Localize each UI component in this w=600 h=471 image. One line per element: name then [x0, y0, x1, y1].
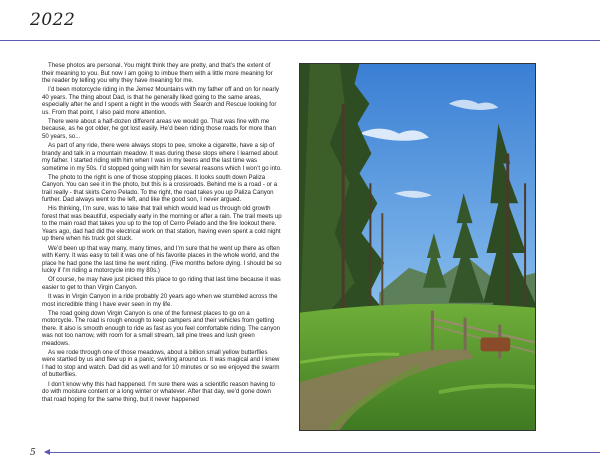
paragraph: As part of any ride, there were always stops to pee, smoke a cigarette, have a sip of brandy and talk in a mountain meadow. It was during these stops where I learned about my father. I started riding with him when I was in my teens and the last time was sometime in my 50s. I’d stopped going with him for several reasons which I won’t go into.	[42, 142, 282, 172]
paragraph: His thinking, I’m sure, was to take that trail which would lead us through old growth forest that was beautiful, especially early in the morning or after a rain. The trail meets up to the main road that takes you up to the top of Cerro Pelado and the fire lookout there. Years ago, dad had did the electrical work on that station, having even spent a cold night up there when his truck got stuck.	[42, 205, 282, 243]
article-body	[42, 62, 282, 405]
paragraph: I don’t know why this had happened. I’m sure there was a scientific reason having to do with moisture content or a long winter or whatever. After that day, we’d gone down that road hoping for the same thing, but it never happened	[42, 380, 275, 403]
page-number: 5	[30, 448, 36, 458]
paragraph: These photos are personal. You might think they are pretty, and that’s the extent of their meaning to you. But now I am going to imbue them with a little more meaning for the reader by telling you why they have meaning for me.	[42, 62, 273, 84]
paragraph: I’d been motorcycle riding in the Jemez Mountains with my father off and on for nearly 40 years. The thing about Dad, is that he generally liked going to the same areas, especially after he and I spent a night in the woods with Search and Rescue looking for us. From that point, I also paid more attention.	[42, 86, 279, 116]
paragraph: The photo to the right is one of those stopping places. It looks south down Paliza Canyon. You can see it in the photo, but this is a crossroads. Behind me is a road - or a trail really - that skirts Cerro Pelado. To the right, the road takes you up Paliza Canyon further. Dad always went to the left, and like the good son, I never argued.	[42, 173, 278, 204]
paragraph: There were about a half-dozen different areas we would go. That was fine with me because, as he got older, he got lost easily. He’d been riding those roads for more than 50 years, so...	[42, 117, 276, 140]
page-header-title: 2022	[30, 10, 76, 30]
forest-meadow-photo	[299, 63, 536, 431]
forest-scene-illustration	[300, 64, 535, 430]
paragraph: As we rode through one of those meadows, about a billion small yellow butterflies were startled by us and flew up in a panic, swirling around us. It was magical and I knew I had to stop and watch. Dad did as well and for 10 minutes or so we enjoyed the swarm of butterflies.	[42, 348, 280, 379]
header-rule	[0, 40, 600, 41]
paragraph: Of course, he may have just picked this place to go riding that last time because it was easier to get to than Virgin Canyon.	[42, 276, 281, 291]
paragraph: We’d been up that way many, many times, and I’m sure that he went up there as often with Kerry. It was easy to tell it was one of his favorite places in the whole world, and the place he had gone the last time he went riding. (Five months before dying. I should be so lucky if I’m riding a motorcycle into my 80s.)	[42, 244, 282, 275]
footer-rule	[45, 452, 600, 453]
paragraph: It was in Virgin Canyon in a ride probably 20 years ago when we stumbled across the most incredible thing I have ever seen in my life.	[42, 293, 278, 308]
paragraph: The road going down Virgin Canyon is one of the funnest places to go on a motorcycle. The road is rough enough to keep campers and their vehicles from getting there. It also is smooth enough to ride as fast as you feel comfortable riding. The canyon was not too narrow, with room for a small stream, tall pine trees and lush green meadows.	[42, 309, 281, 347]
